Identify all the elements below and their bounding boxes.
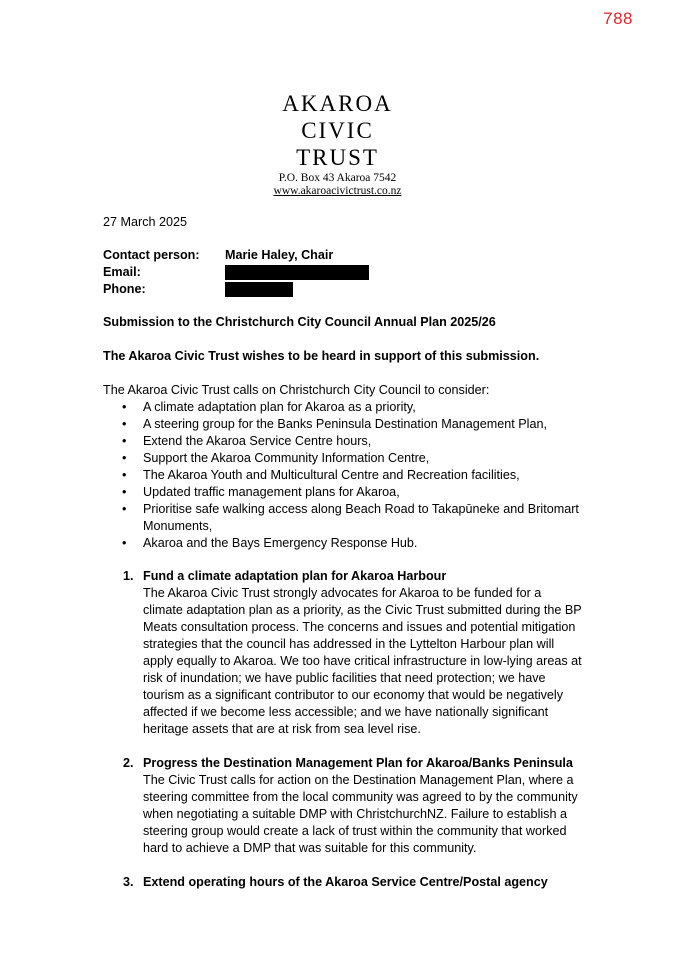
list-item-text: Prioritise safe walking access along Beach Road to Takapūneke and Britomart Monuments, (143, 502, 579, 533)
list-item-text: Extend the Akaroa Service Centre hours, (143, 434, 372, 448)
intro-text: The Akaroa Civic Trust calls on Christchurch City Council to consider: (103, 383, 490, 397)
letterhead-line-3: TRUST (296, 145, 379, 170)
contact-person-value: Marie Haley, Chair (225, 248, 334, 262)
contact-email-row (103, 264, 583, 281)
section-heading: Fund a climate adaptation plan for Akaroa Harbour (143, 569, 447, 583)
list-item (122, 416, 583, 433)
sections-list (103, 568, 583, 891)
section-body: The Civic Trust calls for action on the Destination Management Plan, where a steering committee from the local community was agreed to by the community when negotiating a suitable DMP with ChristchurchNZ. Failure to establish a steering group would create a lack of trust within the community that worked hard to achieve a DMP that was suitable for this community. (143, 773, 578, 855)
letter-body (103, 214, 583, 908)
letterhead (0, 90, 675, 198)
list-item (122, 467, 583, 484)
list-item-text: Akaroa and the Bays Emergency Response Hub. (143, 536, 418, 550)
list-item-text: Updated traffic management plans for Akaroa, (143, 485, 400, 499)
letterhead-line-1: AKAROA (282, 91, 393, 116)
bullet-icon: • (122, 417, 127, 431)
bullet-icon: • (122, 468, 127, 482)
list-item (122, 450, 583, 467)
letterhead-website-link[interactable]: www.akaroacivictrust.co.nz (273, 185, 402, 197)
heard-statement: The Akaroa Civic Trust wishes to be heard in support of this submission. (103, 349, 540, 363)
list-item (122, 433, 583, 450)
section-1 (103, 568, 583, 738)
list-item (122, 399, 583, 416)
section-heading: Extend operating hours of the Akaroa Service Centre/Postal agency (143, 875, 548, 889)
email-redaction (225, 265, 369, 280)
section-body: The Akaroa Civic Trust strongly advocates for Akaroa to be funded for a climate adaptation plan as a priority, as the Civic Trust submitted during the BP Meats consultation process. The concerns and issues and potential mitigation strategies that the council has addressed in the Lyttelton Harbour plan will apply equally to Akaroa. We too have critical infrastructure in low-lying areas at risk of inundation; we have public facilities that need protection; we have tourism as a significant contributor to our economy that would be negatively affected if we become less accessible; and we have nationally significant heritage assets that are at risk from sea level rise. (143, 586, 582, 736)
list-item (122, 484, 583, 501)
section-3 (103, 874, 583, 891)
section-number: 3. (123, 875, 134, 889)
page-number: 788 (603, 9, 633, 28)
contact-person-label: Contact person: (103, 248, 200, 262)
list-item-text: A steering group for the Banks Peninsula Destination Management Plan, (143, 417, 547, 431)
section-number: 1. (123, 569, 134, 583)
section-heading: Progress the Destination Management Plan for Akaroa/Banks Peninsula (143, 756, 573, 770)
bullet-icon: • (122, 451, 127, 465)
list-item (122, 501, 583, 535)
letterhead-address: P.O. Box 43 Akaroa 7542 (278, 172, 397, 184)
phone-redaction (225, 282, 293, 297)
list-item-text: A climate adaptation plan for Akaroa as a priority, (143, 400, 416, 414)
letter-date: 27 March 2025 (103, 215, 188, 229)
list-item-text: The Akaroa Youth and Multicultural Centre and Recreation facilities, (143, 468, 520, 482)
bullet-icon: • (122, 502, 127, 516)
submission-title: Submission to the Christchurch City Council Annual Plan 2025/26 (103, 315, 496, 329)
list-item (122, 535, 583, 552)
bullet-icon: • (122, 434, 127, 448)
contact-phone-label: Phone: (103, 282, 146, 296)
contact-phone-row (103, 281, 583, 298)
bullet-icon: • (122, 536, 127, 550)
list-item-text: Support the Akaroa Community Information Centre, (143, 451, 430, 465)
contact-email-label: Email: (103, 265, 141, 279)
contact-person-row (103, 247, 583, 264)
section-number: 2. (123, 756, 134, 770)
letterhead-line-2: CIVIC (301, 118, 374, 143)
request-list (103, 399, 583, 552)
bullet-icon: • (122, 485, 127, 499)
bullet-icon: • (122, 400, 127, 414)
section-2 (103, 755, 583, 857)
contact-block (103, 247, 583, 298)
